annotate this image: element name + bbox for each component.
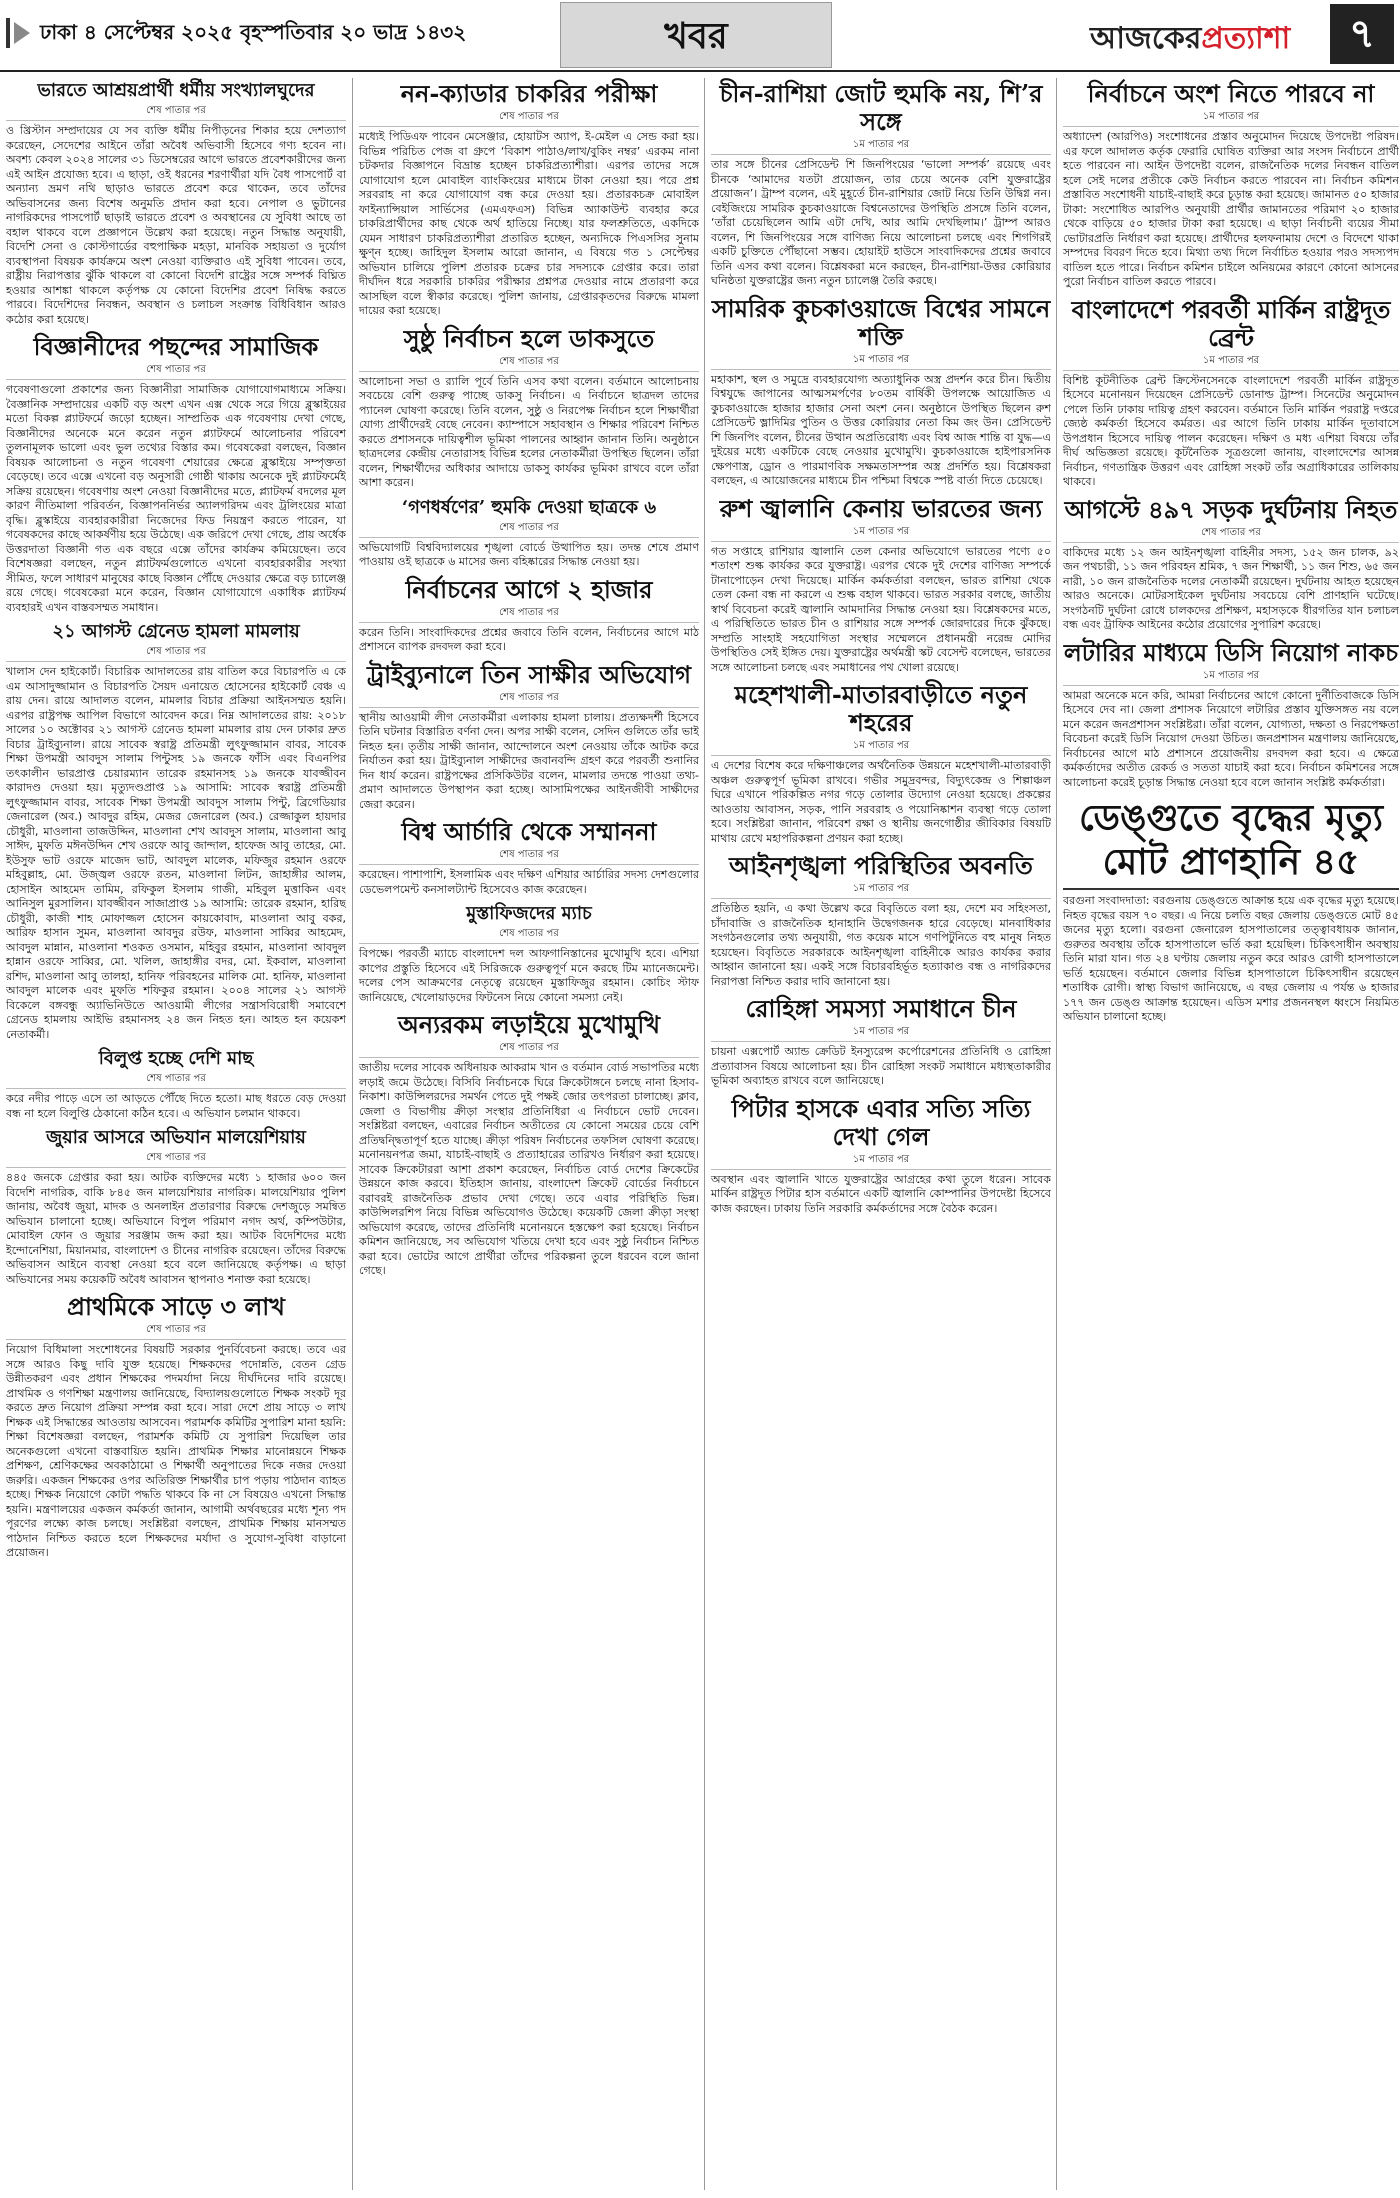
news-story <box>1063 796 1399 1025</box>
story-headline: ডেঙ্গুতে বৃদ্ধের মৃত্যু মোট প্রাণহানি ৪৫ <box>1078 797 1384 883</box>
story-body: অভিযোগটি বিশ্ববিদ্যালয়ের শৃঙ্খলা বোর্ডে উত্থাপিত হয়। তদন্ত শেষে প্রমাণ পাওয়ায় ওই ছাত্রকে ৬ মাসের জন্য বহিষ্কারের সিদ্ধান্ত নেওয়া হয়। <box>359 540 699 568</box>
news-story <box>359 497 699 570</box>
story-headline: আগস্টে ৪৯৭ সড়ক দুর্ঘটনায় নিহত <box>1064 494 1398 524</box>
story-body: ৪৪৫ জনকে গ্রেপ্তার করা হয়। আটক ব্যক্তিদের মধ্যে ১ হাজার ৬০০ জন বিদেশি নাগরিক, বাকি ৮৪৫ জন মালয়েশিয়ার নাগরিক। মালয়েশিয়ার পুলিশ জানায়, অবৈধ জুয়া, মাদক ও অনলাইন প্রতারণার বিরুদ্ধে দেশজুড়ে সমন্বিত অভিযান চালানো হচ্ছে। অভিযানে বিপুল পরিমাণ নগদ অর্থ, কম্পিউটার, মোবাইল ফোন ও জুয়ার সরঞ্জাম জব্দ করা হয়। আটক বিদেশিদের মধ্যে ইন্দোনেশিয়া, মিয়ানমার, বাংলাদেশ ও চীনের নাগরিক রয়েছেন। তাঁদের বিরুদ্ধে অভিবাসন আইনে ব্যবস্থা নেওয়া হবে বলে জানিয়েছে কর্তৃপক্ষ। এ ছাড়া অভিযানের সময় কয়েকটি অবৈধ আবাসন স্থাপনাও শনাক্ত করা হয়েছে। <box>6 1171 346 1286</box>
story-headline: বিজ্ঞানীদের পছন্দের সামাজিক <box>33 332 319 361</box>
newspaper-logo <box>1090 14 1290 65</box>
story-body: বিপক্ষে। পরবর্তী ম্যাচে বাংলাদেশ দল আফগানিস্তানের মুখোমুখি হবে। এশিয়া কাপের প্রস্তুতি হিসেবে এই সিরিজকে গুরুত্বপূর্ণ মনে করছে টিম ম্যানেজমেন্ট। দলের পেস আক্রমণের নেতৃত্বে রয়েছেন মুস্তাফিজুর রহমান। কোচিং স্টাফ জানিয়েছে, খেলোয়াড়দের ফিটনেস নিয়ে কোনো সমস্যা নেই। <box>359 947 699 1004</box>
column-3 <box>704 78 1051 2190</box>
news-story <box>359 818 699 897</box>
story-headline: ভারতে আশ্রয়প্রার্থী ধর্মীয় সংখ্যালঘুদের <box>37 80 315 101</box>
continuation-note: ১ম পাতার পর <box>1063 353 1399 371</box>
continuation-note: শেষ পাতার পর <box>359 605 699 623</box>
date-line: ঢাকা ৪ সেপ্টেম্বর ২০২৫ বৃহস্পতিবার ২০ ভাদ্র ১৪৩২ <box>40 20 467 44</box>
continuation-note: ১ম পাতার পর <box>711 881 1051 899</box>
continuation-note: ১ম পাতার পর <box>711 1152 1051 1170</box>
story-headline: নন-ক্যাডার চাকরির পরীক্ষা <box>400 79 658 108</box>
story-body: অবস্থান এবং জ্বালানি খাতে যুক্তরাষ্ট্রের আগ্রহের কথা তুলে ধরেন। সাবেক মার্কিন রাষ্ট্রদূত পিটার হাস বর্তমানে একটি জ্বালানি কোম্পানির উপদেষ্টা হিসেবে কাজ করছেন। ঢাকায় তিনি সরকারি কর্মকর্তাদের সঙ্গে বৈঠক করেন। <box>711 1172 1051 1215</box>
story-headline: পিটার হাসকে এবার সত্যি সত্যি দেখা গেল <box>731 1093 1031 1151</box>
story-headline: মহেশখালী-মাতারবাড়ীতে নতুন শহরের <box>734 680 1028 737</box>
column-4 <box>1056 78 1399 2190</box>
story-headline: অন্যরকম লড়াইয়ে মুখোমুখি <box>398 1010 660 1039</box>
column-2 <box>352 78 699 2190</box>
section-banner <box>560 2 832 68</box>
news-story <box>711 852 1051 989</box>
news-story <box>6 621 346 1042</box>
news-story <box>1063 80 1399 290</box>
news-story <box>711 681 1051 846</box>
continuation-note: শেষ পাতার পর <box>6 1322 346 1340</box>
story-body: গত সপ্তাহে রাশিয়ার জ্বালানি তেল কেনার অভিযোগে ভারতের পণ্যে ৫০ শতাংশ শুল্ক কার্যকর করে যুক্তরাষ্ট্র। এরপর থেকে দুই দেশের বাণিজ্য সম্পর্কে টানাপোড়েন দেখা দিয়েছে। মার্কিন কর্মকর্তারা বলছেন, ভারত রাশিয়া থেকে তেল কেনা বন্ধ না করলে এ শুল্ক বহাল থাকবে। ভারত সরকার বলছে, জাতীয় স্বার্থ বিবেচনা করেই জ্বালানি আমদানির সিদ্ধান্ত নেওয়া হয়। বিশ্লেষকদের মতে, এ পরিস্থিতিতে ভারত চীন ও রাশিয়ার সঙ্গে সম্পর্ক জোরদারের দিকে ঝুঁকছে। সম্প্রতি সাংহাই সহযোগিতা সংস্থার সম্মেলনে প্রধানমন্ত্রী নরেন্দ্র মোদির উপস্থিতিও সেই ইঙ্গিত দেয়। যুক্তরাষ্ট্রের অর্থমন্ত্রী স্কট বেসেন্ট বলেছেন, ভারতের সঙ্গে আলোচনা চলছে এবং সমাধানের পথ খোলা রয়েছে। <box>711 544 1051 674</box>
news-story <box>6 333 346 615</box>
story-headline: ‘গণধর্ষণের’ হুমকি দেওয়া ছাত্রকে ৬ <box>401 496 657 518</box>
continuation-note: শেষ পাতার পর <box>6 644 346 662</box>
story-body: করে নদীর পাড়ে এসে তা আড়তে পৌঁছে দিতে হতো। মাছ ধরতে বেড় দেওয়া বন্ধ না হলে বিলুপ্তি ঠেকানো কঠিন হবে। এ অভিযান চলমান থাকবে। <box>6 1092 346 1120</box>
news-story <box>711 295 1051 489</box>
continuation-note: শেষ পাতার পর <box>6 362 346 380</box>
continuation-note: শেষ পাতার পর <box>6 1150 346 1168</box>
headline-rule <box>1063 888 1399 890</box>
continuation-note: ১ম পাতার পর <box>1063 109 1399 127</box>
story-body: করেছেন। পাশাপাশি, ইসলামিক এবং দক্ষিণ এশিয়ার আর্চারির সদস্য দেশগুলোর ডেভেলপমেন্ট কনসালট্যান্ট হিসেবেও কাজ করেছেন। <box>359 868 699 896</box>
continuation-note: ১ম পাতার পর <box>711 524 1051 542</box>
news-story <box>359 903 699 1005</box>
news-story <box>711 80 1051 289</box>
story-body: মধ্যেই পিডিএফ পাবেন মেসেঞ্জার, হোয়াটস অ্যাপ, ই-মেইল এ সেন্ড করা হয়। বিভিন্ন পরিচিত পেজ বা গ্রুপে ‘বিকাশ পাঠাও/লাখ/বুকিং নম্বর’ এরকম নানা চটকদার বিজ্ঞাপনে বিভ্রান্ত হচ্ছেন চাকরিপ্রত্যাশীরা। এরপর তাদের সঙ্গে যোগাযোগ হলে মোবাইল ব্যাংকিংয়ের মাধ্যমে টাকা নেওয়া হয়। পরে প্রশ্ন সরবরাহ না করে যোগাযোগ বন্ধ করে দেওয়া হয়। প্রতারকচক্র মোবাইল ফাইন্যান্সিয়াল সার্ভিসের (এমএফএস) বিভিন্ন অ্যাকাউন্ট ব্যবহার করে চাকরিপ্রার্থীদের কাছ থেকে অর্থ হাতিয়ে নিচ্ছে। যার ফলশ্রুতিতে, একদিকে যেমন সাধারণ চাকরিপ্রত্যাশীরা প্রতারিত হচ্ছেন, অন্যদিকে পিএসসির সুনাম ক্ষুণ্ন হচ্ছে। জাহিদুল ইসলাম আরো জানান, এ বিষয়ে গত ১ সেপ্টেম্বর অভিযান চালিয়ে পুলিশ প্রতারক চক্রের চার সদস্যকে গ্রেপ্তার করে। তারা দীর্ঘদিন ধরে সরকারি চাকরির পরীক্ষার প্রশ্নপত্র দেওয়ার নামে প্রতারণা করে আসছিল বলে স্বীকার করেছে। পুলিশ জানায়, গ্রেপ্তারকৃতদের বিরুদ্ধে মামলা দায়ের করা হয়েছে। <box>359 130 699 317</box>
story-headline: বাংলাদেশে পরবর্তী মার্কিন রাষ্ট্রদূত ব্রেন্ট <box>1071 294 1391 352</box>
story-headline: লটারির মাধ্যমে ডিসি নিয়োগ নাকচ <box>1063 637 1399 667</box>
news-story <box>1063 496 1399 633</box>
story-headline: বিলুপ্ত হচ্ছে দেশি মাছ <box>98 1048 254 1069</box>
continuation-note: শেষ পাতার পর <box>6 103 346 121</box>
story-body: অধ্যাদেশ (আরপিও) সংশোধনের প্রস্তাব অনুমোদন দিয়েছে উপদেষ্টা পরিষদ। এর ফলে আদালত কর্তৃক ফেরারি ঘোষিত ব্যক্তিরা আর সংসদ নির্বাচনে প্রার্থী হতে পারবেন না। আইন উপদেষ্টা বলেন, রাজনৈতিক দলের নিবন্ধন বাতিল হলে সেই দলের প্রতীকে কেউ নির্বাচন করতে পারবেন না। নির্বাচন কমিশন প্রস্তাবিত সংশোধনী যাচাই-বাছাই করে চূড়ান্ত করা হয়েছে। জামানত ৫০ হাজার টাকা: সংশোধিত আরপিও অনুযায়ী প্রার্থীর জামানতের পরিমাণ ২০ হাজার থেকে বাড়িয়ে ৫০ হাজার টাকা করা হয়েছে। এ ছাড়া নির্বাচনী ব্যয়ের সীমা ভোটারপ্রতি নির্ধারণ করা হয়েছে। প্রার্থীদের হলফনামায় দেশে ও বিদেশে থাকা সম্পদের বিবরণ দিতে হবে। মিথ্যা তথ্য দিলে নির্বাচিত হওয়ার পরও সদস্যপদ বাতিল হতে পারে। নির্বাচন কমিশন চাইলে অনিয়মের কারণে কোনো আসনের পুরো নির্বাচন বাতিল করতে পারবে। <box>1063 130 1399 288</box>
news-story <box>359 80 699 319</box>
story-headline: বিশ্ব আর্চারি থেকে সম্মাননা <box>401 817 657 846</box>
story-body: বরগুনা সংবাদদাতা: বরগুনায় ডেঙ্গুতে আক্রান্ত হয়ে এক বৃদ্ধের মৃত্যু হয়েছে। নিহত বৃদ্ধের বয়স ৭০ বছর। এ নিয়ে চলতি বছর জেলায় ডেঙ্গুতে মোট ৪৫ জনের মৃত্যু হলো। বরগুনা জেনারেল হাসপাতালের তত্ত্বাবধায়ক জানান, গুরুতর অবস্থায় তাঁকে হাসপাতালে ভর্তি করা হয়েছিল। চিকিৎসাধীন অবস্থায় তিনি মারা যান। গত ২৪ ঘণ্টায় জেলায় নতুন করে আরও রোগী হাসপাতালে ভর্তি হয়েছেন। বর্তমানে জেলার বিভিন্ন হাসপাতালে চিকিৎসাধীন রয়েছেন শতাধিক রোগী। স্বাস্থ্য বিভাগ জানিয়েছে, এ বছর জেলায় এ পর্যন্ত ৬ হাজার ১৭৭ জন ডেঙ্গু আক্রান্ত হয়েছেন। এডিস মশার প্রজননস্থল ধ্বংসে নিয়মিত অভিযান চালানো হচ্ছে। <box>1063 894 1399 1023</box>
continuation-note: ১ম পাতার পর <box>711 738 1051 756</box>
story-headline: সুষ্ঠু নির্বাচন হলে ডাকসুতে <box>403 323 655 353</box>
story-headline: প্রাথমিকে সাড়ে ৩ লাখ <box>67 1292 285 1321</box>
continuation-note: শেষ পাতার পর <box>359 690 699 708</box>
news-story <box>359 1011 699 1279</box>
story-headline: নির্বাচনের আগে ২ হাজার <box>405 574 653 604</box>
news-story <box>6 1293 346 1561</box>
story-headline: রোহিঙ্গা সমস্যা সমাধানে চীন <box>745 994 1017 1023</box>
news-story <box>711 995 1051 1089</box>
story-body: তার সঙ্গে চীনের প্রেসিডেন্ট শি জিনপিংয়ের ‘ভালো সম্পর্ক’ রয়েছে এবং চীনকে ‘আমাদের যতটা প্রয়োজন, তার চেয়ে অনেক বেশি যুক্তরাষ্ট্রের প্রয়োজন’। ট্রাম্প বলেন, এই মুহূর্তে চীন-রাশিয়ার জোট নিয়ে তিনি উদ্বিগ্ন নন। বেইজিংয়ে সামরিক কুচকাওয়াজে বিশ্বনেতাদের উপস্থিতি প্রসঙ্গে তিনি বলেন, ‘তাঁরা চেয়েছিলেন আমি এটা দেখি, আর আমি দেখছিলাম।’ ট্রাম্প আরও বলেন, শি জিনপিংয়ের সঙ্গে বাণিজ্য নিয়ে আলোচনা চলছে এবং শিগগিরই একটি চুক্তিতে পৌঁছানো সম্ভব। হোয়াইট হাউসে সাংবাদিকদের প্রশ্নের জবাবে তিনি এসব কথা বলেন। বিশ্লেষকরা মনে করছেন, চীন-রাশিয়া-উত্তর কোরিয়ার ঘনিষ্ঠতা যুক্তরাষ্ট্রের জন্য নতুন চ্যালেঞ্জ তৈরি করছে। <box>711 158 1051 287</box>
continuation-note: শেষ পাতার পর <box>359 847 699 865</box>
continuation-note: শেষ পাতার পর <box>359 354 699 372</box>
story-headline: চীন-রাশিয়া জোট হুমকি নয়, শি’র সঙ্গে <box>719 79 1043 136</box>
continuation-note: শেষ পাতার পর <box>6 1071 346 1089</box>
continuation-note: শেষ পাতার পর <box>359 520 699 538</box>
news-story <box>359 661 699 813</box>
continuation-note: ১ম পাতার পর <box>711 1024 1051 1042</box>
story-body: এ দেশের বিশেষ করে দক্ষিণাঞ্চলের অর্থনৈতিক উন্নয়নে মহেশখালী-মাতারবাড়ী অঞ্চল গুরুত্বপূর্ণ ভূমিকা রাখবে। গভীর সমুদ্রবন্দর, বিদ্যুৎকেন্দ্র ও শিল্পাঞ্চল ঘিরে এখানে পরিকল্পিত নগর গড়ে তোলার উদ্যোগ নেওয়া হয়েছে। প্রকল্পের আওতায় আবাসন, সড়ক, পানি সরবরাহ ও পয়োনিষ্কাশন ব্যবস্থা গড়ে তোলা হবে। সংশ্লিষ্টরা জানান, পরিবেশ রক্ষা ও স্থানীয় জনগোষ্ঠীর জীবিকার বিষয়টি মাথায় রেখে মহাপরিকল্পনা প্রণয়ন করা হচ্ছে। <box>711 759 1051 845</box>
story-body: ও খ্রিস্টান সম্প্রদায়ের যে সব ব্যক্তি ধর্মীয় নিপীড়নের শিকার হয়ে দেশত্যাগ করেছেন, সেদেশের আইনে তাঁরা অবৈধ অভিবাসী হিসেবে গণ্য হবেন না। অবশ্য কেবল ২০২৪ সালের ৩১ ডিসেম্বরের আগে ভারতে প্রবেশকারীদের জন্য এই আইন প্রযোজ্য হবে। এ ছাড়া, ওই ধরনের শরণার্থীরা যদি বৈধ পাসপোর্ট বা অন্যান্য ভ্রমণ নথি ছাড়াও ভারতে প্রবেশ করে থাকেন, তবে তাঁদের অভিবাসনের জন্য বিশেষ অনুমতি প্রদান করা হবে। নেপাল ও ভুটানের নাগরিকদের পাসপোর্ট ছাড়াই ভারতে প্রবেশ ও অবস্থানের যে সুবিধা আছে তা বহাল থাকবে বলে প্রজ্ঞাপনে উল্লেখ করা হয়েছে। নতুন সিদ্ধান্ত অনুযায়ী, বিদেশি সেনা ও কোস্টগার্ডের বহুপাক্ষিক মহড়া, মানবিক সহায়তা ও দুর্যোগ ব্যবস্থাপনা বিষয়ক কার্যক্রমে অংশ নেওয়া ব্যক্তিরাও এই সুবিধা পাবেন। তবে, রাষ্ট্রীয় নিরাপত্তার ঝুঁকি থাকলে বা কোনো বিদেশি রাষ্ট্রের সঙ্গে সম্পর্ক বিঘ্নিত হওয়ার আশঙ্কা থাকলে কর্তৃপক্ষ যে কোনো বিদেশির প্রবেশ নিষিদ্ধ করতে পারবে। বিদেশিদের নিবন্ধন, অবস্থান ও চলাচল সংক্রান্ত বিধিবিধান আরও কঠোর করা হয়েছে। <box>6 124 346 326</box>
continuation-note: ১ম পাতার পর <box>711 137 1051 155</box>
story-body: নিয়োগ বিধিমালা সংশোধনের বিষয়টি সরকার পুনর্বিবেচনা করছে। তবে এর সঙ্গে আরও কিছু দাবি যুক্ত হয়েছে। শিক্ষকদের পদোন্নতি, বেতন গ্রেড উন্নীতকরণ এবং প্রধান শিক্ষকের পদমর্যাদা নিয়ে দীর্ঘদিনের দাবি রয়েছে। প্রাথমিক ও গণশিক্ষা মন্ত্রণালয় জানিয়েছে, বিদ্যালয়গুলোতে শিক্ষক সংকট দূর করতে দ্রুত নিয়োগ প্রক্রিয়া সম্পন্ন করা হবে। সারা দেশে প্রায় সাড়ে ৩ লাখ শিক্ষক এই সিদ্ধান্তের আওতায় আসবেন। পরামর্শক কমিটির সুপারিশ মানা হয়নি: শিক্ষা বিশেষজ্ঞরা বলছেন, পরামর্শক কমিটি যে সুপারিশ দিয়েছিল তার অনেকগুলো এখনো বাস্তবায়িত হয়নি। প্রাথমিক শিক্ষার মানোন্নয়নে শিক্ষক প্রশিক্ষণ, শ্রেণিকক্ষের অবকাঠামো ও শিক্ষার্থী অনুপাতের দিকে নজর দেওয়া জরুরি। একজন শিক্ষকের ওপর অতিরিক্ত শিক্ষার্থীর চাপ পড়ায় পাঠদান ব্যাহত হচ্ছে। শিক্ষক নিয়োগে কোটা পদ্ধতি থাকবে কি না সে বিষয়েও এখনো সিদ্ধান্ত হয়নি। মন্ত্রণালয়ের একজন কর্মকর্তা জানান, আগামী অর্থবছরের মধ্যে শূন্য পদ পূরণের লক্ষ্যে কাজ চলছে। সংশ্লিষ্টরা বলছেন, প্রাথমিক শিক্ষায় মানসম্মত পাঠদান নিশ্চিত করতে হলে শিক্ষকদের মর্যাদা ও সুযোগ-সুবিধা বাড়ানো প্রয়োজন। <box>6 1343 346 1559</box>
story-headline: রুশ জ্বালানি কেনায় ভারতের জন্য <box>719 493 1043 523</box>
news-story <box>6 1048 346 1121</box>
news-story <box>711 1095 1051 1217</box>
continuation-note: শেষ পাতার পর <box>359 1040 699 1058</box>
news-story <box>711 495 1051 676</box>
story-body: চায়না এক্সপোর্ট অ্যান্ড ক্রেডিট ইনস্যুরেন্স কর্পোরেশনের প্রতিনিধি ও রোহিঙ্গা প্রত্যাবাসন বিষয়ে আলোচনা হয়। চীন রোহিঙ্গা সংকট সমাধানে মধ্যস্থতাকারীর ভূমিকা অব্যাহত রাখবে বলে জানিয়েছে। <box>711 1045 1051 1087</box>
section-title: খবর <box>664 16 728 57</box>
story-headline: আইনশৃঙ্খলা পরিস্থিতির অবনতি <box>729 851 1033 880</box>
page-header <box>0 0 1400 72</box>
page-marker-icon <box>6 18 32 48</box>
logo-accent: প্রত্যাশা <box>1201 21 1291 56</box>
continuation-note: ১ম পাতার পর <box>1063 668 1399 686</box>
news-story <box>6 1127 346 1287</box>
news-story <box>1063 639 1399 791</box>
continuation-note: শেষ পাতার পর <box>359 109 699 127</box>
story-headline: মুস্তাফিজদের ম্যাচ <box>466 903 592 924</box>
news-story <box>359 325 699 491</box>
story-body: আমরা অনেকে মনে করি, আমরা নির্বাচনের আগে কোনো দুর্নীতিবাজকে ডিসি হিসেবে দেব না। জেলা প্রশাসক নিয়োগে লটারির প্রস্তাব যুক্তিসঙ্গত নয় বলে মনে করেন জনপ্রশাসন সংশ্লিষ্টরা। তাঁরা বলেন, যোগ্যতা, দক্ষতা ও নিরপেক্ষতা বিবেচনা করেই ডিসি নিয়োগ দেওয়া উচিত। জনপ্রশাসন মন্ত্রণালয় জানিয়েছে, নির্বাচনের আগে মাঠ প্রশাসনে প্রয়োজনীয় রদবদল করা হবে। এ ক্ষেত্রে কর্মকর্তাদের অতীত রেকর্ড ও সততা যাচাই করা হবে। নির্বাচন কমিশনের সঙ্গে আলোচনা করেই চূড়ান্ত সিদ্ধান্ত নেওয়া হবে বলে জানান সংশ্লিষ্ট কর্মকর্তারা। <box>1063 688 1399 789</box>
story-body: বিশিষ্ট কূটনীতিক ব্রেন্ট ক্রিস্টেনসেনকে বাংলাদেশে পরবর্তী মার্কিন রাষ্ট্রদূত হিসেবে মনোনয়ন দিয়েছেন প্রেসিডেন্ট ডোনাল্ড ট্রাম্প। সিনেটের অনুমোদন পেলে তিনি ঢাকায় দায়িত্ব গ্রহণ করবেন। বর্তমানে তিনি মার্কিন পররাষ্ট্র দপ্তরে জ্যেষ্ঠ কর্মকর্তা হিসেবে কর্মরত। এর আগে তিনি ঢাকায় মার্কিন দূতাবাসে উপপ্রধান হিসেবে দায়িত্ব পালন করেছেন। দক্ষিণ ও মধ্য এশিয়া বিষয়ে তাঁর দীর্ঘ অভিজ্ঞতা রয়েছে। কূটনৈতিক সূত্রগুলো জানায়, বাংলাদেশের আসন্ন নির্বাচন, গণতান্ত্রিক উত্তরণ এবং রোহিঙ্গা সংকট তাঁর অগ্রাধিকারের তালিকায় থাকবে। <box>1063 373 1399 488</box>
story-headline: ২১ আগস্ট গ্রেনেড হামলা মামলায় <box>52 621 300 642</box>
story-body: বাকিদের মধ্যে ১২ জন আইনশৃঙ্খলা বাহিনীর সদস্য, ১৫২ জন চালক, ৯২ জন পথচারী, ১১ জন পরিবহন শ্রমিক, ৭ জন শিক্ষার্থী, ১১ জন শিশু, ৬৫ জন নারী, ১০ জন রাজনৈতিক দলের নেতাকর্মী রয়েছেন। দুর্ঘটনায় আহত হয়েছেন আরও অনেকে। মোটরসাইকেল দুর্ঘটনায় সবচেয়ে বেশি প্রাণহানি ঘটেছে। সংগঠনটি দুর্ঘটনা রোধে চালকদের প্রশিক্ষণ, মহাসড়কে ধীরগতির যান চলাচল বন্ধ এবং ট্রাফিক আইনের কঠোর প্রয়োগের সুপারিশ করেছে। <box>1063 545 1399 631</box>
story-body: গবেষণাগুলো প্রকাশের জন্য বিজ্ঞানীরা সামাজিক যোগাযোগমাধ্যমে সক্রিয়। বৈজ্ঞানিক সম্প্রদায়ের একটি বড় অংশ এখন এক্স থেকে সরে গিয়ে ব্লুস্কাইয়ের মতো বিকল্প প্ল্যাটফর্মে জড়ো হচ্ছেন। সাম্প্রতিক এক গবেষণায় দেখা গেছে, বিজ্ঞানীদের অনেকে মনে করেন নতুন প্ল্যাটফর্মে আলোচনার পরিবেশ তুলনামূলক ভালো এবং ভুল তথ্যের বিস্তার কম। গবেষকেরা বলছেন, বিজ্ঞান বিষয়ক আলোচনা ও নতুন গবেষণা শেয়ারের ক্ষেত্রে ব্লুস্কাইয়ে সম্পৃক্ততা বেড়েছে। তবে এক্সে এখনো বড় অনুসারী গোষ্ঠী থাকায় অনেকে দুই প্ল্যাটফর্মেই সক্রিয় রয়েছেন। গবেষণায় অংশ নেওয়া বিজ্ঞানীদের মতে, প্ল্যাটফর্ম বদলের মূল কারণ নীতিমালা পরিবর্তন, বিজ্ঞাপননির্ভর অ্যালগরিদম এবং ট্রলিংয়ের মাত্রা বৃদ্ধি। ব্লুস্কাইয়ে ব্যবহারকারীরা নিজেদের ফিড নিয়ন্ত্রণ করতে পারেন, যা গবেষকদের কাছে আকর্ষণীয় হয়ে উঠেছে। এক জরিপে দেখা গেছে, প্রায় অর্ধেক উত্তরদাতা বিজ্ঞানী গত এক বছরে এক্সে তাঁদের কার্যক্রম কমিয়েছেন। তবে বিশেষজ্ঞরা বলছেন, নতুন প্ল্যাটফর্মগুলোতে এখনো ব্যবহারকারীর সংখ্যা সীমিত, ফলে সাধারণ মানুষের কাছে বিজ্ঞান পৌঁছে দেওয়ার ক্ষেত্রে বড় চ্যালেঞ্জ রয়ে গেছে। গবেষকেরা মনে করেন, বিজ্ঞান যোগাযোগে একাধিক প্ল্যাটফর্ম ব্যবহারই এখন বাস্তবসম্মত সমাধান। <box>6 383 346 614</box>
continuation-note: ১ম পাতার পর <box>711 352 1051 370</box>
news-story <box>1063 296 1399 490</box>
story-headline: ট্রাইব্যুনালে তিন সাক্ষীর অভিযোগ <box>367 659 691 689</box>
continuation-note: শেষ পাতার পর <box>1063 525 1399 543</box>
story-body: মহাকাশ, স্থল ও সমুদ্রে ব্যবহারযোগ্য অত্যাধুনিক অস্ত্র প্রদর্শন করে চীন। দ্বিতীয় বিশ্বযুদ্ধে জাপানের আত্মসমর্পণের ৮০তম বার্ষিকী উপলক্ষে আয়োজিত এ কুচকাওয়াজে হাজার হাজার সেনা অংশ নেন। অনুষ্ঠানে উপস্থিত ছিলেন রুশ প্রেসিডেন্ট ভ্লাদিমির পুতিন ও উত্তর কোরিয়ার নেতা কিম জং উন। প্রেসিডেন্ট শি জিনপিং বলেন, চীনের উত্থান অপ্রতিরোধ্য এবং বিশ্ব আজ শান্তি বা যুদ্ধ—এ দুইয়ের মধ্যে একটিকে বেছে নেওয়ার মুখোমুখি। কুচকাওয়াজে হাইপারসনিক ক্ষেপণাস্ত্র, ড্রোন ও পারমাণবিক সক্ষমতাসম্পন্ন অস্ত্র প্রদর্শিত হয়। বিশ্লেষকরা বলছেন, এ আয়োজনের মাধ্যমে চীন পশ্চিমা বিশ্বকে স্পষ্ট বার্তা দিতে চেয়েছে। <box>711 372 1051 487</box>
story-headline: নির্বাচনে অংশ নিতে পারবে না <box>1087 79 1375 108</box>
story-body: করেন তিনি। সাংবাদিকদের প্রশ্নের জবাবে তিনি বলেন, নির্বাচনের আগে মাঠ প্রশাসনে ব্যাপক রদবদল করা হবে। <box>359 625 699 653</box>
news-story <box>359 576 699 655</box>
story-body: খালাস দেন হাইকোর্ট। বিচারিক আদালতের রায় বাতিল করে বিচারপতি এ কে এম আসাদুজ্জামান ও বিচারপতি সৈয়দ এনায়েত হোসেনের হাইকোর্ট বেঞ্চ এ রায় দেন। রায়ে আদালত বলেন, মামলার বিচার প্রক্রিয়া আইনসম্মত হয়নি। এরপর রাষ্ট্রপক্ষ আপিল বিভাগে আবেদন করে। নিম্ন আদালতের রায়: ২০১৮ সালের ১০ অক্টোবর ২১ আগস্ট গ্রেনেড হামলা মামলার রায় দেন ঢাকার দ্রুত বিচার ট্রাইব্যুনাল। রায়ে সাবেক স্বরাষ্ট্র প্রতিমন্ত্রী লুৎফুজ্জামান বাবর, সাবেক শিক্ষা উপমন্ত্রী আবদুস সালাম পিন্টুসহ ১৯ জনকে ফাঁসি এবং বিএনপির তৎকালীন ভারপ্রাপ্ত চেয়ারম্যান তারেক রহমানসহ ১৯ জনকে যাবজ্জীবন কারাদণ্ড দেওয়া হয়। মৃত্যুদণ্ডপ্রাপ্ত ১৯ আসামি: সাবেক স্বরাষ্ট্র প্রতিমন্ত্রী লুৎফুজ্জামান বাবর, সাবেক শিক্ষা উপমন্ত্রী আবদুস সালাম পিন্টু, ব্রিগেডিয়ার জেনারেল (অব.) আবদুর রহিম, মেজর জেনারেল (অব.) রেজ্জাকুল হায়দার চৌধুরী, মাওলানা তাজউদ্দিন, মাওলানা শেখ আবদুস সালাম, মাওলানা আবু সাঈদ, মুফতি মঈনউদ্দিন শেখ ওরফে আবু জান্দাল, হাফেজ আবু তাহের, মো. ইউসুফ ভাট ওরফে মাজেদ ভাট, আবদুল মালেক, মফিজুর রহমান ওরফে মহিবুল্লাহ, মো. উজ্জ্বল ওরফে রতন, মাওলানা লিটন, জাহাঙ্গীর আলম, হোসাইন আহমেদ তামিম, রফিকুল ইসলাম গাজী, মহিবুল মুত্তাকিন এবং আনিসুল মুরসালিন। যাবজ্জীবন সাজাপ্রাপ্ত ১৯ আসামি: তারেক রহমান, হারিছ চৌধুরী, কাজী শাহ মোফাজ্জল হোসেন কায়কোবাদ, মাওলানা আবু বকর, আরিফ হাসান সুমন, মাওলানা আবদুর রউফ, মাওলানা সাব্বির আহমেদ, আবদুল মান্নান, মাওলানা শওকত ওসমান, মহিবুর রহমান, মাওলানা আবদুল হান্নান ওরফে সাব্বির, মো. খলিল, জাহাঙ্গীর বদর, মো. ইকবাল, মাওলানা রশিদ, মাওলানা আবু তালহা, হানিফ পরিবহনের মালিক মো. হানিফ, মাওলানা আবদুল মালেক এবং মুফতি শফিকুর রহমান। ২০০৪ সালের ২১ আগস্ট বিকেলে বঙ্গবন্ধু অ্যাভিনিউতে আওয়ামী লীগের সন্ত্রাসবিরোধী সমাবেশে গ্রেনেড হামলায় আইভি রহমানসহ ২৪ জন নিহত হন। আহত হন কয়েকশ নেতাকর্মী। <box>6 665 346 1041</box>
logo-main: আজকের <box>1090 21 1202 56</box>
story-headline: সামরিক কুচকাওয়াজে বিশ্বের সামনে শক্তি <box>711 293 1051 351</box>
story-headline: জুয়ার আসরে অভিযান মালয়েশিয়ায় <box>46 1127 306 1148</box>
continuation-note: শেষ পাতার পর <box>359 926 699 944</box>
column-1 <box>6 78 346 2190</box>
story-body: স্থানীয় আওয়ামী লীগ নেতাকর্মীরা এলাকায় হামলা চালায়। প্রত্যক্ষদর্শী হিসেবে তিনি ঘটনার বিস্তারিত বর্ণনা দেন। অপর সাক্ষী বলেন, সেদিন গুলিতে তাঁর ভাই নিহত হন। তৃতীয় সাক্ষী জানান, আন্দোলনে অংশ নেওয়ায় তাঁকে আটক করে নির্যাতন করা হয়। ট্রাইব্যুনাল সাক্ষীদের জবানবন্দি গ্রহণ করে পরবর্তী শুনানির দিন ধার্য করেন। রাষ্ট্রপক্ষের প্রসিকিউটর বলেন, মামলার তদন্তে পাওয়া তথ্য-প্রমাণ আদালতে উপস্থাপন করা হচ্ছে। আসামিপক্ষের আইনজীবী সাক্ষীদের জেরা করেন। <box>359 710 699 811</box>
story-body: আলোচনা সভা ও র‍্যালি পূর্বে তিনি এসব কথা বলেন। বর্তমানে আলোচনায় সবচেয়ে বেশি গুরুত্ব পাচ্ছে ডাকসু নির্বাচন। এ নির্বাচনে ছাত্রদল তাদের প্যানেল ঘোষণা করেছে। তিনি বলেন, সুষ্ঠু ও নিরপেক্ষ নির্বাচন হলে শিক্ষার্থীরা যোগ্য প্রার্থীদেরই বেছে নেবেন। ক্যাম্পাসে সহাবস্থান ও শিক্ষার পরিবেশ নিশ্চিত করতে প্রশাসনকে দায়িত্বশীল ভূমিকা পালনের আহ্বান জানান তিনি। অনুষ্ঠানে ছাত্রদলের কেন্দ্রীয় নেতারাসহ বিভিন্ন হলের নেতাকর্মীরা উপস্থিত ছিলেন। তাঁরা বলেন, শিক্ষার্থীদের অধিকার আদায়ে ডাকসু কার্যকর ভূমিকা রাখবে বলে তাঁরা আশা করেন। <box>359 374 699 489</box>
story-body: জাতীয় দলের সাবেক অধিনায়ক আকরাম খান ও বর্তমান বোর্ড সভাপতির মধ্যে লড়াই জমে উঠেছে। বিসিবি নির্বাচনকে ঘিরে ক্রিকেটাঙ্গনে চলছে নানা হিসাব-নিকাশ। কাউন্সিলরদের সমর্থন পেতে দুই পক্ষই জোর তৎপরতা চালাচ্ছে। ক্লাব, জেলা ও বিভাগীয় ক্রীড়া সংস্থার প্রতিনিধিরা এ নির্বাচনে ভোট দেবেন। সংশ্লিষ্টরা বলছেন, এবারের নির্বাচন অতীতের যে কোনো সময়ের চেয়ে বেশি প্রতিদ্বন্দ্বিতাপূর্ণ হতে যাচ্ছে। ক্রীড়া পরিষদ নির্বাচনের তফসিল ঘোষণা করেছে। মনোনয়নপত্র জমা, যাচাই-বাছাই ও প্রত্যাহারের তারিখও নির্ধারণ করা হয়েছে। সাবেক ক্রিকেটাররা আশা প্রকাশ করেছেন, নির্বাচিত বোর্ড দেশের ক্রিকেটের উন্নয়নে কাজ করবে। ইতিহাস জানায়, বাংলাদেশ ক্রিকেট বোর্ডের নির্বাচনে বরাবরই রাজনৈতিক প্রভাব দেখা গেছে। তবে এবার পরিস্থিতি ভিন্ন। কাউন্সিলরশিপ নিয়ে বিভিন্ন অভিযোগও উঠেছে। কয়েকটি জেলা ক্রীড়া সংস্থা অভিযোগ করেছে, তাদের প্রতিনিধি মনোনয়নে হস্তক্ষেপ করা হয়েছে। নির্বাচন কমিশন জানিয়েছে, সব অভিযোগ খতিয়ে দেখা হবে এবং সুষ্ঠু নির্বাচন নিশ্চিত করা হবে। ভোটের আগে প্রার্থীরা তাঁদের পরিকল্পনা তুলে ধরবেন বলে জানা গেছে। <box>359 1061 699 1277</box>
news-story <box>6 80 346 327</box>
page-number: ৭ <box>1330 4 1394 64</box>
story-body: প্রতিষ্ঠিত হয়নি, এ কথা উল্লেখ করে বিবৃতিতে বলা হয়, দেশে মব সহিংসতা, চাঁদাবাজি ও রাজনৈতিক হানাহানি উদ্বেগজনক হারে বেড়েছে। মানবাধিকার সংগঠনগুলোর তথ্য অনুযায়ী, গত কয়েক মাসে গণপিটুনিতে বহু মানুষ নিহত হয়েছেন। বিবৃতিতে সরকারকে আইনশৃঙ্খলা বাহিনীকে আরও কার্যকর করার আহ্বান জানানো হয়। একই সঙ্গে বিচারবহির্ভূত হত্যাকাণ্ড বন্ধ ও নাগরিকদের নিরাপত্তা নিশ্চিত করার দাবি জানানো হয়। <box>711 902 1051 988</box>
